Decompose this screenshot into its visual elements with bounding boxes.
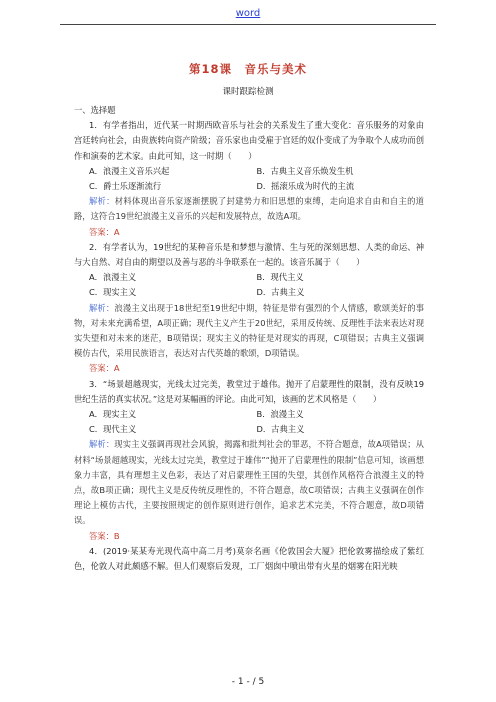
section-heading: 一、选择题 [74, 105, 116, 115]
option: D．摇滚乐成为时代的主流 [256, 181, 355, 192]
explanation [74, 194, 424, 224]
header-link[interactable]: word [235, 8, 261, 19]
explanation-text: 浪漫主义出现于18世纪至19世纪中期，特征是带有强烈的个人情感，歌颂美好的事物，对未来充满希望，A项正确；现代主义产生于20世纪，采用反传统、反理性手法来表达对现实失望和对未来的迷茫，B项错误；现实主义的特征是对现实的再现，C项错误；古典主义强调模仿古代，采用民族语言，表达对古代英雄的歌颂，D项错误。 [74, 302, 424, 359]
explanation-text: 现实主义强调再现社会风貌，揭露和批判社会的罪恶，不符合题意，故A项错误；从材料“场景超越现实，光线太过完美，教堂过于雄伟”“抛开了启蒙理性的限制”信息可知，该画想象力丰富，具有理想主义色彩，表达了对启蒙理性王国的失望，其创作风格符合浪漫主义的特点，故B项正确；现代主义是反传统反理性的，不符合题意，故C项错误；古典主义强调在创作理论上模仿古代，主要按照规定的创作原则进行创作，追求艺术完美，不符合题意，故D项错误。 [74, 439, 424, 526]
question-stem: 3．“场景超越现实，光线太过完美，教堂过于雄伟。抛开了启蒙理性的限制，没有反映19世纪生活的真实状况。”这是对某幅画的评论。由此可知，该画的艺术风格是（ ） [74, 378, 424, 404]
option-list [74, 407, 424, 437]
explanation-text: 材料体现出音乐家逐渐摆脱了封建势力和旧思想的束缚，走向追求自由和自主的道路，这符合19世纪浪漫主义音乐的兴起和发展特点，故选A项。 [74, 196, 424, 222]
option: C．爵士乐逐渐流行 [89, 181, 162, 192]
option: C．现实主义 [89, 287, 137, 298]
lesson-subtitle: 课时跟踪检测 [222, 87, 274, 97]
option: B．现代主义 [256, 272, 304, 283]
option: B．浪漫主义 [256, 409, 304, 420]
explanation [74, 301, 424, 362]
option: D．古典主义 [256, 424, 305, 435]
option: A．现实主义 [89, 409, 137, 420]
lesson-title: 第18课 音乐与美术 [188, 62, 307, 76]
option-list [74, 270, 424, 300]
explanation-label: 解析： [88, 302, 115, 313]
explanation-label: 解析： [88, 439, 115, 450]
document-body [74, 103, 424, 574]
option: D．古典主义 [256, 287, 305, 298]
option-list [74, 164, 424, 194]
question-stem: 2．有学者认为，19世纪的某种音乐是和梦想与激情、生与死的深刻思想、人类的命运、神与大自然、对自由的期望以及善与恶的斗争联系在一起的。该音乐属于（ ） [74, 241, 424, 268]
page-number: - 1 - / 5 [231, 677, 265, 687]
answer: 答案：A [89, 226, 120, 237]
option: C．现代主义 [89, 424, 137, 435]
question-stem: 1．有学者指出，近代某一时期西欧音乐与社会的关系发生了重大变化：音乐服务的对象由宫廷转向社会，由贵族转向资产阶级；音乐家也由受雇于宫廷的奴仆变成了为争取个人成功而创作和演奏的艺术家。由此可知，这一时期（ ） [74, 120, 424, 161]
explanation [74, 437, 424, 528]
option: B．古典主义音乐焕发生机 [256, 165, 354, 176]
answer: 答案：A [89, 363, 120, 374]
answer: 答案：B [89, 530, 120, 541]
explanation-label: 解析： [88, 196, 115, 207]
option: A．浪漫主义音乐兴起 [89, 165, 170, 176]
question-stem: 4．(2019·某某寿光现代高中高二月考)莫奈名画《伦敦国会大厦》把伦敦雾描绘成了紫红色，伦敦人对此颇感不解。但人们观察后发现，工厂烟囱中喷出带有火星的烟雾在阳光映 [74, 545, 424, 572]
header-divider [60, 24, 436, 25]
option: A．浪漫主义 [89, 272, 137, 283]
